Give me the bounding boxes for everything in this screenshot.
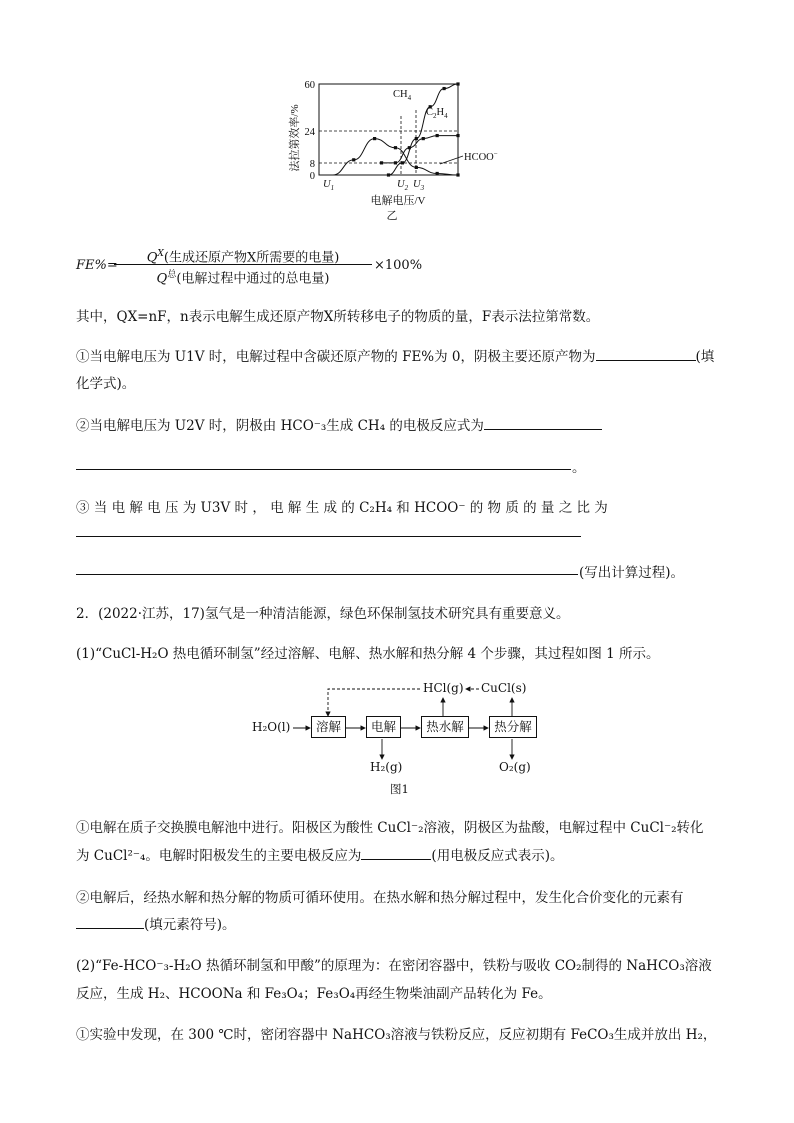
data-point bbox=[415, 166, 418, 169]
question-2-part-2-cont: 反应，生成 H₂、HCOONa 和 Fe₃O₄；Fe₃O₄再经生物柴油副产品转化为 Fe。 bbox=[76, 986, 552, 1002]
formula-numerator: $Q^X$(生成还原产物X所需要的电量) bbox=[146, 249, 340, 266]
flow-cucl: CuCl(s) bbox=[481, 681, 527, 695]
data-point bbox=[408, 146, 411, 149]
data-point bbox=[401, 161, 404, 164]
sub-question-3: ③ 当 电 解 电 压 为 U3V 时 ， 电 解 生 成 的 C₂H₄ 和 HCOO⁻ 的 物 质 的 量 之 比 为 bbox=[76, 500, 608, 516]
y-tick-24: 24 bbox=[304, 127, 315, 138]
cucl-flow-diagram bbox=[250, 680, 550, 798]
formula-denominator: $Q^总$(电解过程中通过的总电量) bbox=[156, 270, 330, 287]
data-point bbox=[352, 158, 355, 161]
data-point bbox=[456, 134, 459, 137]
flow-hcl: HCl(g) bbox=[423, 681, 464, 695]
answer-blank-1[interactable] bbox=[596, 345, 696, 361]
data-point bbox=[373, 137, 376, 140]
faradaic-efficiency-chart bbox=[280, 76, 520, 226]
flow-o2: O₂(g) bbox=[499, 760, 531, 774]
data-point bbox=[443, 87, 446, 90]
step-thermal-decomposition: 热分解 bbox=[489, 716, 537, 738]
data-point bbox=[436, 172, 439, 175]
question-2-1-a-cont: 为 CuCl²⁻₄。电解时阳极发生的主要电极反应为 (用电极反应式表示)。 bbox=[76, 844, 563, 864]
sub-question-2: ②当电解电压为 U2V 时，阴极由 HCO⁻₃生成 CH₄ 的电极反应式为 bbox=[76, 414, 602, 434]
sub-question-1-cont: 化学式)。 bbox=[76, 376, 136, 392]
series-label-c2h4: $C_2H_4$ bbox=[426, 107, 448, 120]
answer-blank-4[interactable] bbox=[361, 844, 431, 860]
formula-lhs: FE%= bbox=[76, 258, 118, 273]
formula-tail: ×100% bbox=[374, 258, 423, 273]
data-point bbox=[456, 82, 459, 85]
x-tick-u2: $U_2$ bbox=[397, 179, 409, 192]
figure-caption: 乙 bbox=[386, 210, 398, 222]
question-2-2-a: ①实验中发现，在 300 ℃时，密闭容器中 NaHCO₃溶液与铁粉反应，反应初期有 FeCO₃生成并放出 H₂， bbox=[76, 1027, 717, 1043]
sub-question-3-end: (写出计算过程)。 bbox=[579, 565, 685, 581]
step-electrolysis: 电解 bbox=[366, 716, 401, 738]
flow-start: H₂O(l) bbox=[252, 720, 291, 734]
answer-blank-3b[interactable] bbox=[76, 574, 578, 575]
x-tick-u1: $U_1$ bbox=[323, 179, 335, 192]
y-tick-8: 8 bbox=[309, 159, 315, 170]
x-axis-label: 电解电压/V bbox=[370, 195, 426, 207]
data-point bbox=[380, 161, 383, 164]
sub-question-2-end: 。 bbox=[572, 460, 586, 476]
step-thermal-hydrolysis: 热水解 bbox=[421, 716, 469, 738]
step-dissolve: 溶解 bbox=[311, 716, 346, 738]
sub-question-1: ①当电解电压为 U1V 时，电解过程中含碳还原产物的 FE%为 0，阴极主要还原产物为 (填 bbox=[76, 345, 714, 365]
question-2-1-b: ②电解后，经热水解和热分解的物质可循环使用。在热水解和热分解过程中，发生化合价变化的元素有 bbox=[76, 890, 684, 906]
question-2-part-1: (1)“CuCl-H₂O 热电循环制氢”经过溶解、电解、热水解和热分解 4 个步骤，其过程如图 1 所示。 bbox=[76, 646, 660, 662]
data-point bbox=[436, 134, 439, 137]
data-point bbox=[394, 161, 397, 164]
data-point bbox=[394, 146, 397, 149]
question-2-heading: 2．(2022·江苏，17)氢气是一种清洁能源，绿色环保制氢技术研究具有重要意义。 bbox=[76, 606, 570, 622]
question-2-1-a: ①电解在质子交换膜电解池中进行。阳极区为酸性 CuCl⁻₂溶液，阴极区为盐酸，电解过程中 CuCl⁻₂转化 bbox=[76, 820, 704, 836]
y-axis-label: 法拉第效率/% bbox=[289, 104, 301, 172]
flow-caption: 图1 bbox=[390, 782, 409, 796]
question-2-1-b-cont: (填元素符号)。 bbox=[76, 913, 236, 933]
data-point bbox=[415, 137, 418, 140]
series-label-hcoo: HCOO− bbox=[464, 150, 498, 163]
answer-blank-2a[interactable] bbox=[484, 414, 602, 430]
y-tick-60: 60 bbox=[304, 80, 315, 91]
series-label-ch4: $CH_4$ bbox=[393, 89, 412, 102]
flow-h2: H₂(g) bbox=[370, 760, 403, 774]
answer-blank-2b[interactable] bbox=[76, 469, 571, 470]
data-point bbox=[422, 137, 425, 140]
y-tick-0: 0 bbox=[309, 171, 315, 182]
series-line-1 bbox=[382, 136, 458, 163]
data-point bbox=[387, 173, 390, 176]
data-point bbox=[456, 173, 459, 176]
question-2-part-2: (2)“Fe-HCO⁻₃-H₂O 热循环制氢和甲酸”的原理为：在密闭容器中，铁粉与吸收 CO₂制得的 NaHCO₃溶液 bbox=[76, 958, 712, 974]
answer-blank-5[interactable] bbox=[76, 913, 144, 929]
answer-blank-3a[interactable] bbox=[76, 536, 581, 537]
x-tick-u3: $U_3$ bbox=[413, 179, 425, 192]
definition-paragraph: 其中，QX=nF，n表示电解生成还原产物X所转移电子的物质的量，F表示法拉第常数。 bbox=[76, 309, 600, 325]
formula-fraction bbox=[114, 245, 372, 287]
